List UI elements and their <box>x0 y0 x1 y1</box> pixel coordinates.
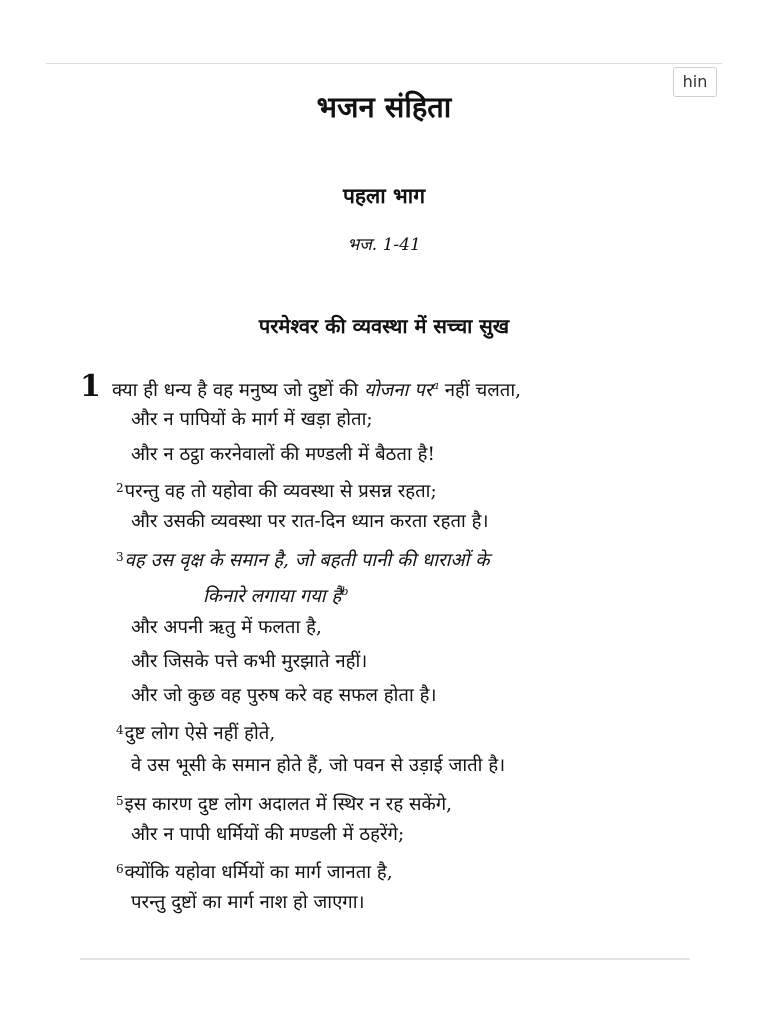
verse-text: क्या ही धन्य है वह मनुष्य जो दुष्टों की <box>112 380 365 401</box>
verse-text: और उसकी व्यवस्था पर रात-दिन ध्यान करता रहता है। <box>131 511 489 532</box>
verse-line <box>116 473 437 507</box>
bottom-divider <box>80 958 690 960</box>
verse-line <box>116 786 452 820</box>
verse-number: 2 <box>116 481 124 495</box>
verse-line <box>131 405 373 435</box>
verse-italic-text: किनारे लगाया गया है <box>203 586 342 607</box>
verse-text: और अपनी ऋतु में फलता है, <box>131 617 322 638</box>
verse-line <box>112 371 521 406</box>
verse-number: 5 <box>116 794 124 808</box>
verse-text: दुष्ट लोग ऐसे नहीं होते, <box>124 723 276 744</box>
verse-text: और न ठट्ठा करनेवालों की मण्डली में बैठता है! <box>131 444 435 465</box>
verse-text: वे उस भूसी के समान होते हैं, जो पवन से उड़ाई जाती है। <box>131 755 506 776</box>
verse-line <box>116 854 393 888</box>
verse-text: परन्तु वह तो यहोवा की व्यवस्था से प्रसन्न रहता; <box>124 481 437 502</box>
language-button[interactable]: hin <box>673 67 717 97</box>
verse-text: और न पापियों के मार्ग में खड़ा होता; <box>131 409 373 430</box>
verse-italic-text: योजना पर <box>364 380 433 401</box>
verse-line <box>116 715 275 749</box>
top-divider <box>46 63 722 64</box>
verse-text: परन्तु दुष्टों का मार्ग नाश हो जाएगा। <box>131 892 365 913</box>
verse-number: 6 <box>116 862 124 876</box>
verse-text: इस कारण दुष्ट लोग अदालत में स्थिर न रह सकेंगे, <box>124 794 453 815</box>
part-title: पहला भाग <box>342 183 426 208</box>
verse-line <box>131 681 436 711</box>
verse-number: 4 <box>116 723 124 737</box>
verse-line <box>131 507 489 537</box>
verse-italic-text: वह उस वृक्ष के समान है, जो बहती पानी की धाराओं के <box>124 550 490 571</box>
verse-text: क्योंकि यहोवा धर्मियों का मार्ग जानता है, <box>124 862 393 883</box>
verse-number: 3 <box>116 550 124 564</box>
verse-line <box>131 647 367 677</box>
verse-text: और जो कुछ वह पुरुष करे वह सफल होता है। <box>131 685 437 706</box>
footnote-marker-a[interactable]: a <box>432 379 439 392</box>
footnote-marker-b[interactable]: b <box>341 585 349 598</box>
verse-line <box>131 888 365 918</box>
verse-text-tail: नहीं चलता, <box>438 380 522 401</box>
verse-line <box>131 751 505 781</box>
verse-line <box>203 577 348 612</box>
verse-line <box>131 820 404 850</box>
verse-line <box>131 613 322 643</box>
verse-line <box>131 440 435 470</box>
verse-text: और न पापी धर्मियों की मण्डली में ठहरेंगे; <box>131 824 405 845</box>
verse-line <box>116 542 489 576</box>
verse-text: और जिसके पत्ते कभी मुरझाते नहीं। <box>131 651 368 672</box>
part-range: भज. 1-41 <box>347 235 421 255</box>
chapter-number: 1 <box>80 369 101 404</box>
book-title: भजन संहिता <box>316 90 452 124</box>
section-heading: परमेश्वर की व्यवस्था में सच्चा सुख <box>258 314 510 338</box>
